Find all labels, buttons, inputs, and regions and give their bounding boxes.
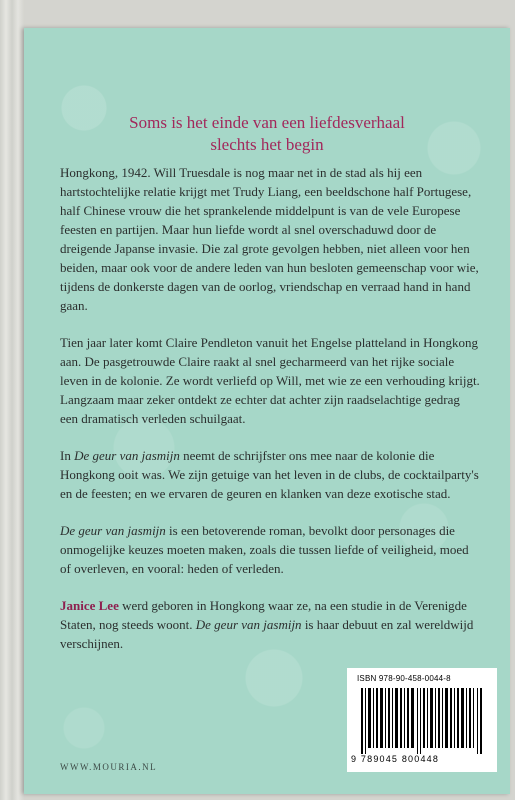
tagline-line-2: slechts het begin xyxy=(210,135,324,154)
book-title-ref: De geur van jasmijn xyxy=(74,448,180,463)
bio-mid: werd geboren in Hongkong waar ze, na een studie in de Verenigde Staten, nog steeds woont. xyxy=(60,598,467,632)
tagline-line-1: Soms is het einde van een liefdesverhaal xyxy=(129,113,405,132)
book-title-ref: De geur van jasmijn xyxy=(195,617,302,632)
blurb-paragraph-3 xyxy=(60,446,480,503)
blurb-paragraph-1: Hongkong, 1942. Will Truesdale is nog maar net in de stad als hij een hartstochtelijke relatie krijgt met Trudy Liang, een beeldschone half Portugese, half Chinese vrouw die het sprankelende middelpunt is van de vele Europese feesten en partijen. Maar hun liefde wordt al snel overschaduwd door de dreigende Japanse invasie. Die zal grote gevolgen hebben, niet alleen voor hen beiden, maar ook voor de andere leden van hun besloten gemeenschap voor wie, tijdens de donkerste dagen van de oorlog, vriendschap en verraad hand in hand gaan. xyxy=(60,165,479,313)
bio-rest: is haar debuut en zal wereldwijd verschijnen. xyxy=(60,617,474,651)
p3-prefix: In xyxy=(60,448,75,463)
p4-rest: is een betoverende roman, bevolkt door personages die onmogelijke keuzes moeten maken, zoals die tussen liefde of veiligheid, moed of overleven, en vooral: heden of verleden. xyxy=(60,523,469,576)
author-bio xyxy=(60,596,480,653)
isbn-label: ISBN 978-90-458-0044-8 xyxy=(357,674,451,683)
barcode-icon xyxy=(361,688,483,754)
p3-rest: neemt de schrijfster ons mee naar de kolonie die Hongkong ooit was. We zijn getuige van het leven in de clubs, de cocktailparty's en de feesten; en we ervaren de geuren en klanken van deze exotische stad. xyxy=(60,448,479,501)
blurb-paragraph-4 xyxy=(60,521,480,578)
book-title-ref: De geur van jasmijn xyxy=(60,523,166,538)
barcode-box xyxy=(347,668,497,772)
publisher-website: WWW.MOURIA.NL xyxy=(60,762,158,772)
barcode-digits: 9 789045 800448 xyxy=(351,754,440,764)
tagline xyxy=(24,112,510,156)
author-name: Janice Lee xyxy=(60,598,119,613)
blurb xyxy=(60,163,480,671)
blurb-paragraph-2: Tien jaar later komt Claire Pendleton vanuit het Engelse platteland in Hongkong aan. De pasgetrouwde Claire raakt al snel gecharmeerd van het rijke sociale leven in de kolonie. Ze wordt verliefd op Will, met wie ze een verhouding krijgt. Langzaam maar zeker ontdekt ze echter dat achter zijn raadselachtige gedrag een dramatisch verleden schuilgaat. xyxy=(60,335,480,426)
